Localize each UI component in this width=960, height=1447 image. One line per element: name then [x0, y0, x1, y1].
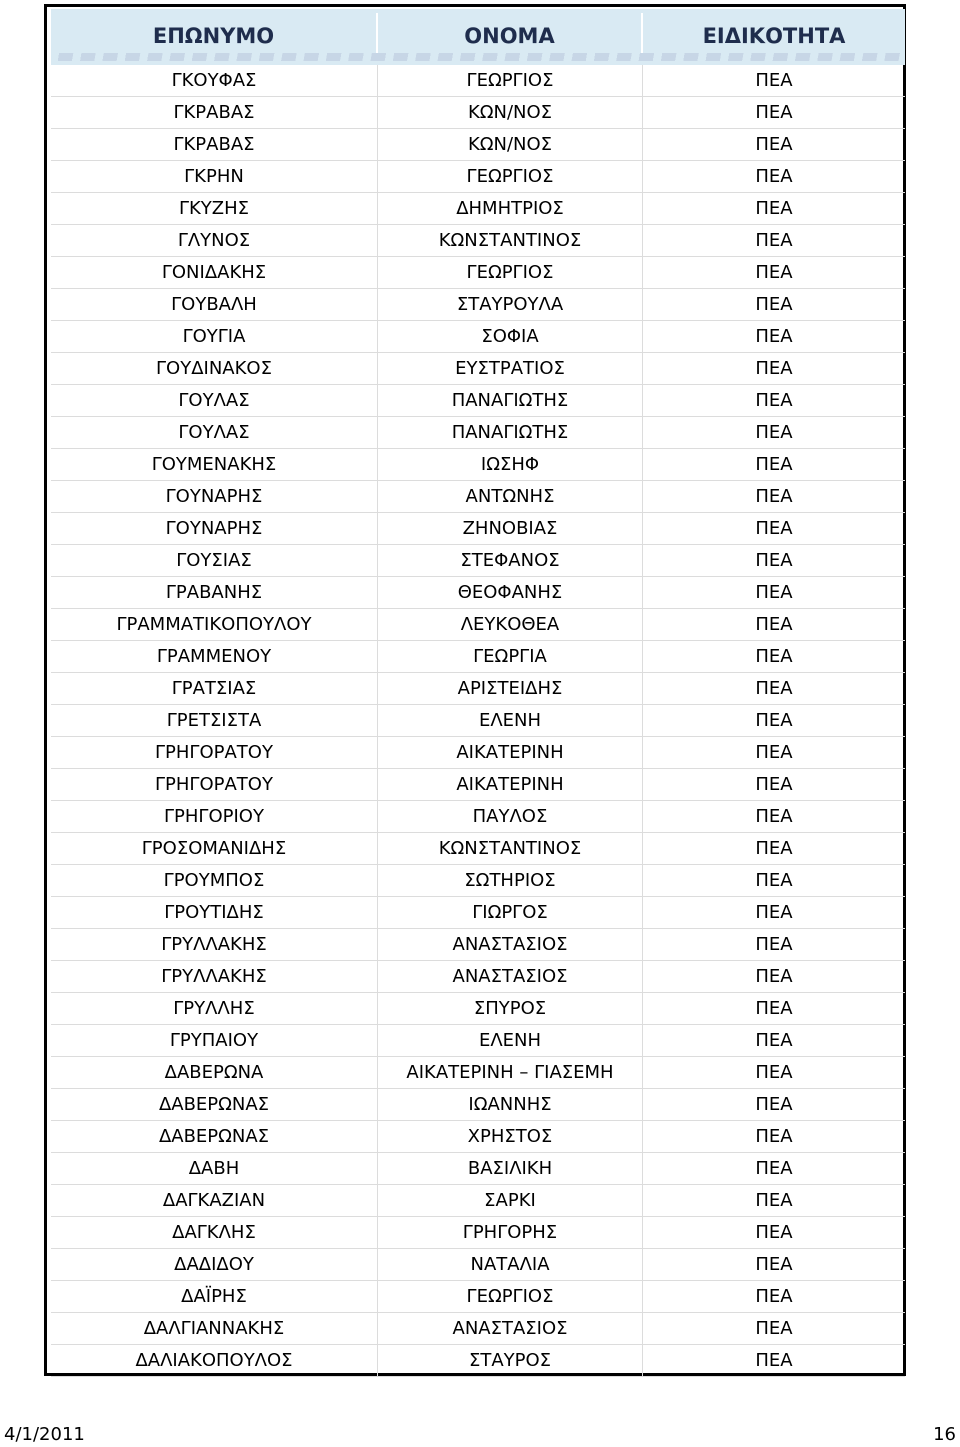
cell-specialty: ΠΕΑ [755, 70, 793, 91]
cell-first-name: ΓΙΩΡΓΟΣ [378, 897, 643, 929]
table-row [51, 1217, 905, 1249]
cell-specialty: ΠΕΑ [755, 230, 793, 251]
cell-surname: ΓΚΡΗΝ [51, 161, 378, 193]
cell-specialty: ΠΕΑ [755, 198, 793, 219]
cell-specialty: ΠΕΑ [755, 902, 793, 923]
cell-first-name: ΚΩΝΣΤΑΝΤΙΝΟΣ [378, 833, 643, 865]
cell-first-name: ΕΛΕΝΗ [378, 705, 643, 737]
table-row [51, 705, 905, 737]
cell-surname: ΔΑΒΕΡΩΝΑΣ [51, 1089, 378, 1121]
cell-specialty: ΠΕΑ [755, 1286, 793, 1307]
cell-surname: ΓΡΟΥΤΙΔΗΣ [51, 897, 378, 929]
cell-specialty: ΠΕΑ [755, 294, 793, 315]
cell-surname: ΓΡΥΛΛΑΚΗΣ [51, 961, 378, 993]
column-header-surname: ΕΠΩΝΥΜΟ [51, 13, 378, 59]
cell-first-name: ΓΕΩΡΓΙΑ [378, 641, 643, 673]
column-header-first-name: ΟΝΟΜΑ [378, 13, 643, 59]
cell-first-name: ΚΩΝ/ΝΟΣ [378, 97, 643, 129]
cell-first-name: ΠΑΝΑΓΙΩΤΗΣ [378, 385, 643, 417]
cell-surname: ΔΑΛΙΑΚΟΠΟΥΛΟΣ [51, 1345, 378, 1377]
cell-surname: ΓΡΗΓΟΡΙΟΥ [51, 801, 378, 833]
cell-specialty: ΠΕΑ [755, 1158, 793, 1179]
cell-surname: ΓΡΑΜΜΑΤΙΚΟΠΟΥΛΟΥ [51, 609, 378, 641]
table-row [51, 321, 905, 353]
cell-specialty: ΠΕΑ [755, 934, 793, 955]
cell-specialty: ΠΕΑ [755, 774, 793, 795]
table-row [51, 1249, 905, 1281]
cell-first-name: ΑΡΙΣΤΕΙΔΗΣ [378, 673, 643, 705]
table-row [51, 417, 905, 449]
cell-specialty: ΠΕΑ [755, 614, 793, 635]
cell-first-name: ΓΕΩΡΓΙΟΣ [378, 65, 643, 97]
table-row [51, 193, 905, 225]
cell-first-name: ΝΑΤΑΛΙΑ [378, 1249, 643, 1281]
table-row [51, 1153, 905, 1185]
footer-date: 4/1/2011 [4, 1424, 85, 1445]
cell-first-name: ΣΤΑΥΡΟΥΛΑ [378, 289, 643, 321]
cell-first-name: ΔΗΜΗΤΡΙΟΣ [378, 193, 643, 225]
cell-first-name: ΑΙΚΑΤΕΡΙΝΗ – ΓΙΑΣΕΜΗ [378, 1057, 643, 1089]
cell-first-name: ΑΝΑΣΤΑΣΙΟΣ [378, 929, 643, 961]
cell-surname: ΓΡΟΣΟΜΑΝΙΔΗΣ [51, 833, 378, 865]
table-row [51, 1185, 905, 1217]
cell-specialty: ΠΕΑ [755, 582, 793, 603]
cell-first-name: ΕΛΕΝΗ [378, 1025, 643, 1057]
cell-surname: ΓΟΥΔΙΝΑΚΟΣ [51, 353, 378, 385]
cell-surname: ΔΑΒΕΡΩΝΑΣ [51, 1121, 378, 1153]
cell-specialty: ΠΕΑ [755, 1126, 793, 1147]
cell-first-name: ΣΑΡΚΙ [378, 1185, 643, 1217]
cell-first-name: ΑΙΚΑΤΕΡΙΝΗ [378, 737, 643, 769]
table-row [51, 97, 905, 129]
cell-surname: ΓΟΥΜΕΝΑΚΗΣ [51, 449, 378, 481]
table-row [51, 65, 905, 97]
cell-surname: ΓΡΕΤΣΙΣΤΑ [51, 705, 378, 737]
cell-surname: ΓΚΥΖΗΣ [51, 193, 378, 225]
cell-surname: ΓΡΑΤΣΙΑΣ [51, 673, 378, 705]
table-row [51, 481, 905, 513]
cell-specialty: ΠΕΑ [755, 134, 793, 155]
cell-surname: ΓΛΥΝΟΣ [51, 225, 378, 257]
cell-first-name: ΓΕΩΡΓΙΟΣ [378, 161, 643, 193]
cell-surname: ΓΡΗΓΟΡΑΤΟΥ [51, 737, 378, 769]
cell-first-name: ΘΕΟΦΑΝΗΣ [378, 577, 643, 609]
table-row [51, 1313, 905, 1345]
cell-specialty: ΠΕΑ [755, 518, 793, 539]
cell-specialty: ΠΕΑ [755, 102, 793, 123]
table-row [51, 929, 905, 961]
cell-first-name: ΠΑΥΛΟΣ [378, 801, 643, 833]
cell-surname: ΔΑΓΚΑΖΙΑΝ [51, 1185, 378, 1217]
cell-specialty: ΠΕΑ [755, 806, 793, 827]
table-row [51, 449, 905, 481]
cell-first-name: ΣΩΤΗΡΙΟΣ [378, 865, 643, 897]
cell-specialty: ΠΕΑ [755, 1254, 793, 1275]
table [44, 4, 906, 1376]
cell-specialty: ΠΕΑ [755, 422, 793, 443]
cell-first-name: ΧΡΗΣΤΟΣ [378, 1121, 643, 1153]
cell-first-name: ΑΝΤΩΝΗΣ [378, 481, 643, 513]
table-row [51, 161, 905, 193]
cell-specialty: ΠΕΑ [755, 710, 793, 731]
cell-specialty: ΠΕΑ [755, 742, 793, 763]
cell-specialty: ΠΕΑ [755, 358, 793, 379]
table-row [51, 257, 905, 289]
table-row [51, 1121, 905, 1153]
cell-surname: ΓΟΥΝΑΡΗΣ [51, 481, 378, 513]
table-row [51, 641, 905, 673]
table-row [51, 801, 905, 833]
table-row [51, 513, 905, 545]
cell-surname: ΓΡΥΛΛΑΚΗΣ [51, 929, 378, 961]
cell-specialty: ΠΕΑ [755, 998, 793, 1019]
cell-specialty: ΠΕΑ [755, 1094, 793, 1115]
cell-first-name: ΚΩΝΣΤΑΝΤΙΝΟΣ [378, 225, 643, 257]
cell-first-name: ΒΑΣΙΛΙΚΗ [378, 1153, 643, 1185]
cell-specialty: ΠΕΑ [755, 486, 793, 507]
cell-specialty: ΠΕΑ [755, 166, 793, 187]
table-row [51, 577, 905, 609]
cell-surname: ΓΟΝΙΔΑΚΗΣ [51, 257, 378, 289]
cell-specialty: ΠΕΑ [755, 678, 793, 699]
table-row [51, 225, 905, 257]
cell-first-name: ΠΑΝΑΓΙΩΤΗΣ [378, 417, 643, 449]
cell-specialty: ΠΕΑ [755, 870, 793, 891]
cell-surname: ΓΡΑΒΑΝΗΣ [51, 577, 378, 609]
table-row [51, 673, 905, 705]
cell-specialty: ΠΕΑ [755, 1030, 793, 1051]
cell-specialty: ΠΕΑ [755, 262, 793, 283]
cell-specialty: ΠΕΑ [755, 390, 793, 411]
footer-page-number: 16 [933, 1424, 956, 1445]
cell-specialty: ΠΕΑ [755, 838, 793, 859]
header-dashed-divider [51, 53, 905, 61]
table-row [51, 1057, 905, 1089]
cell-surname: ΓΟΥΒΑΛΗ [51, 289, 378, 321]
cell-first-name: ΑΝΑΣΤΑΣΙΟΣ [378, 961, 643, 993]
table-row [51, 865, 905, 897]
cell-surname: ΔΑΒΗ [51, 1153, 378, 1185]
cell-specialty: ΠΕΑ [755, 1222, 793, 1243]
cell-first-name: ΙΩΑΝΝΗΣ [378, 1089, 643, 1121]
cell-specialty: ΠΕΑ [755, 646, 793, 667]
cell-surname: ΓΡΟΥΜΠΟΣ [51, 865, 378, 897]
cell-specialty: ΠΕΑ [755, 454, 793, 475]
cell-surname: ΓΚΡΑΒΑΣ [51, 129, 378, 161]
cell-specialty: ΠΕΑ [755, 1062, 793, 1083]
cell-surname: ΓΟΥΝΑΡΗΣ [51, 513, 378, 545]
table-row [51, 897, 905, 929]
cell-surname: ΓΡΥΠΑΙΟΥ [51, 1025, 378, 1057]
column-header-specialty: ΕΙΔΙΚΟΤΗΤΑ [702, 24, 846, 48]
cell-surname: ΔΑΪΡΗΣ [51, 1281, 378, 1313]
cell-first-name: ΣΤΑΥΡΟΣ [378, 1345, 643, 1377]
cell-surname: ΓΡΗΓΟΡΑΤΟΥ [51, 769, 378, 801]
cell-first-name: ΙΩΣΗΦ [378, 449, 643, 481]
table-row [51, 1025, 905, 1057]
cell-surname: ΔΑΒΕΡΩΝΑ [51, 1057, 378, 1089]
table-row [51, 129, 905, 161]
cell-surname: ΓΡΑΜΜΕΝΟΥ [51, 641, 378, 673]
cell-surname: ΓΟΥΛΑΣ [51, 385, 378, 417]
cell-first-name: ΣΟΦΙΑ [378, 321, 643, 353]
table-row [51, 993, 905, 1025]
cell-first-name: ΓΕΩΡΓΙΟΣ [378, 1281, 643, 1313]
cell-first-name: ΛΕΥΚΟΘΕΑ [378, 609, 643, 641]
cell-specialty: ΠΕΑ [755, 326, 793, 347]
cell-first-name: ΓΡΗΓΟΡΗΣ [378, 1217, 643, 1249]
cell-surname: ΓΟΥΛΑΣ [51, 417, 378, 449]
table-row [51, 769, 905, 801]
cell-surname: ΓΚΟΥΦΑΣ [51, 65, 378, 97]
cell-first-name: ΖΗΝΟΒΙΑΣ [378, 513, 643, 545]
cell-first-name: ΕΥΣΤΡΑΤΙΟΣ [378, 353, 643, 385]
cell-specialty: ΠΕΑ [755, 550, 793, 571]
cell-first-name: ΣΠΥΡΟΣ [378, 993, 643, 1025]
cell-first-name: ΑΝΑΣΤΑΣΙΟΣ [378, 1313, 643, 1345]
table-row [51, 609, 905, 641]
cell-first-name: ΣΤΕΦΑΝΟΣ [378, 545, 643, 577]
cell-surname: ΓΟΥΣΙΑΣ [51, 545, 378, 577]
table-row [51, 289, 905, 321]
cell-surname: ΔΑΛΓΙΑΝΝΑΚΗΣ [51, 1313, 378, 1345]
cell-specialty: ΠΕΑ [755, 1190, 793, 1211]
cell-surname: ΔΑΓΚΛΗΣ [51, 1217, 378, 1249]
table-row [51, 1089, 905, 1121]
table-row [51, 833, 905, 865]
cell-specialty: ΠΕΑ [755, 1318, 793, 1339]
cell-specialty: ΠΕΑ [755, 966, 793, 987]
cell-specialty: ΠΕΑ [755, 1350, 793, 1371]
cell-first-name: ΚΩΝ/ΝΟΣ [378, 129, 643, 161]
cell-first-name: ΑΙΚΑΤΕΡΙΝΗ [378, 769, 643, 801]
table-row [51, 545, 905, 577]
table-row [51, 737, 905, 769]
table-row [51, 961, 905, 993]
cell-surname: ΓΡΥΛΛΗΣ [51, 993, 378, 1025]
table-row [51, 385, 905, 417]
cell-surname: ΓΚΡΑΒΑΣ [51, 97, 378, 129]
cell-first-name: ΓΕΩΡΓΙΟΣ [378, 257, 643, 289]
table-header [51, 9, 905, 65]
table-row [51, 353, 905, 385]
cell-surname: ΓΟΥΓΙΑ [51, 321, 378, 353]
table-row [51, 1345, 905, 1377]
cell-surname: ΔΑΔΙΔΟΥ [51, 1249, 378, 1281]
table-row [51, 1281, 905, 1313]
